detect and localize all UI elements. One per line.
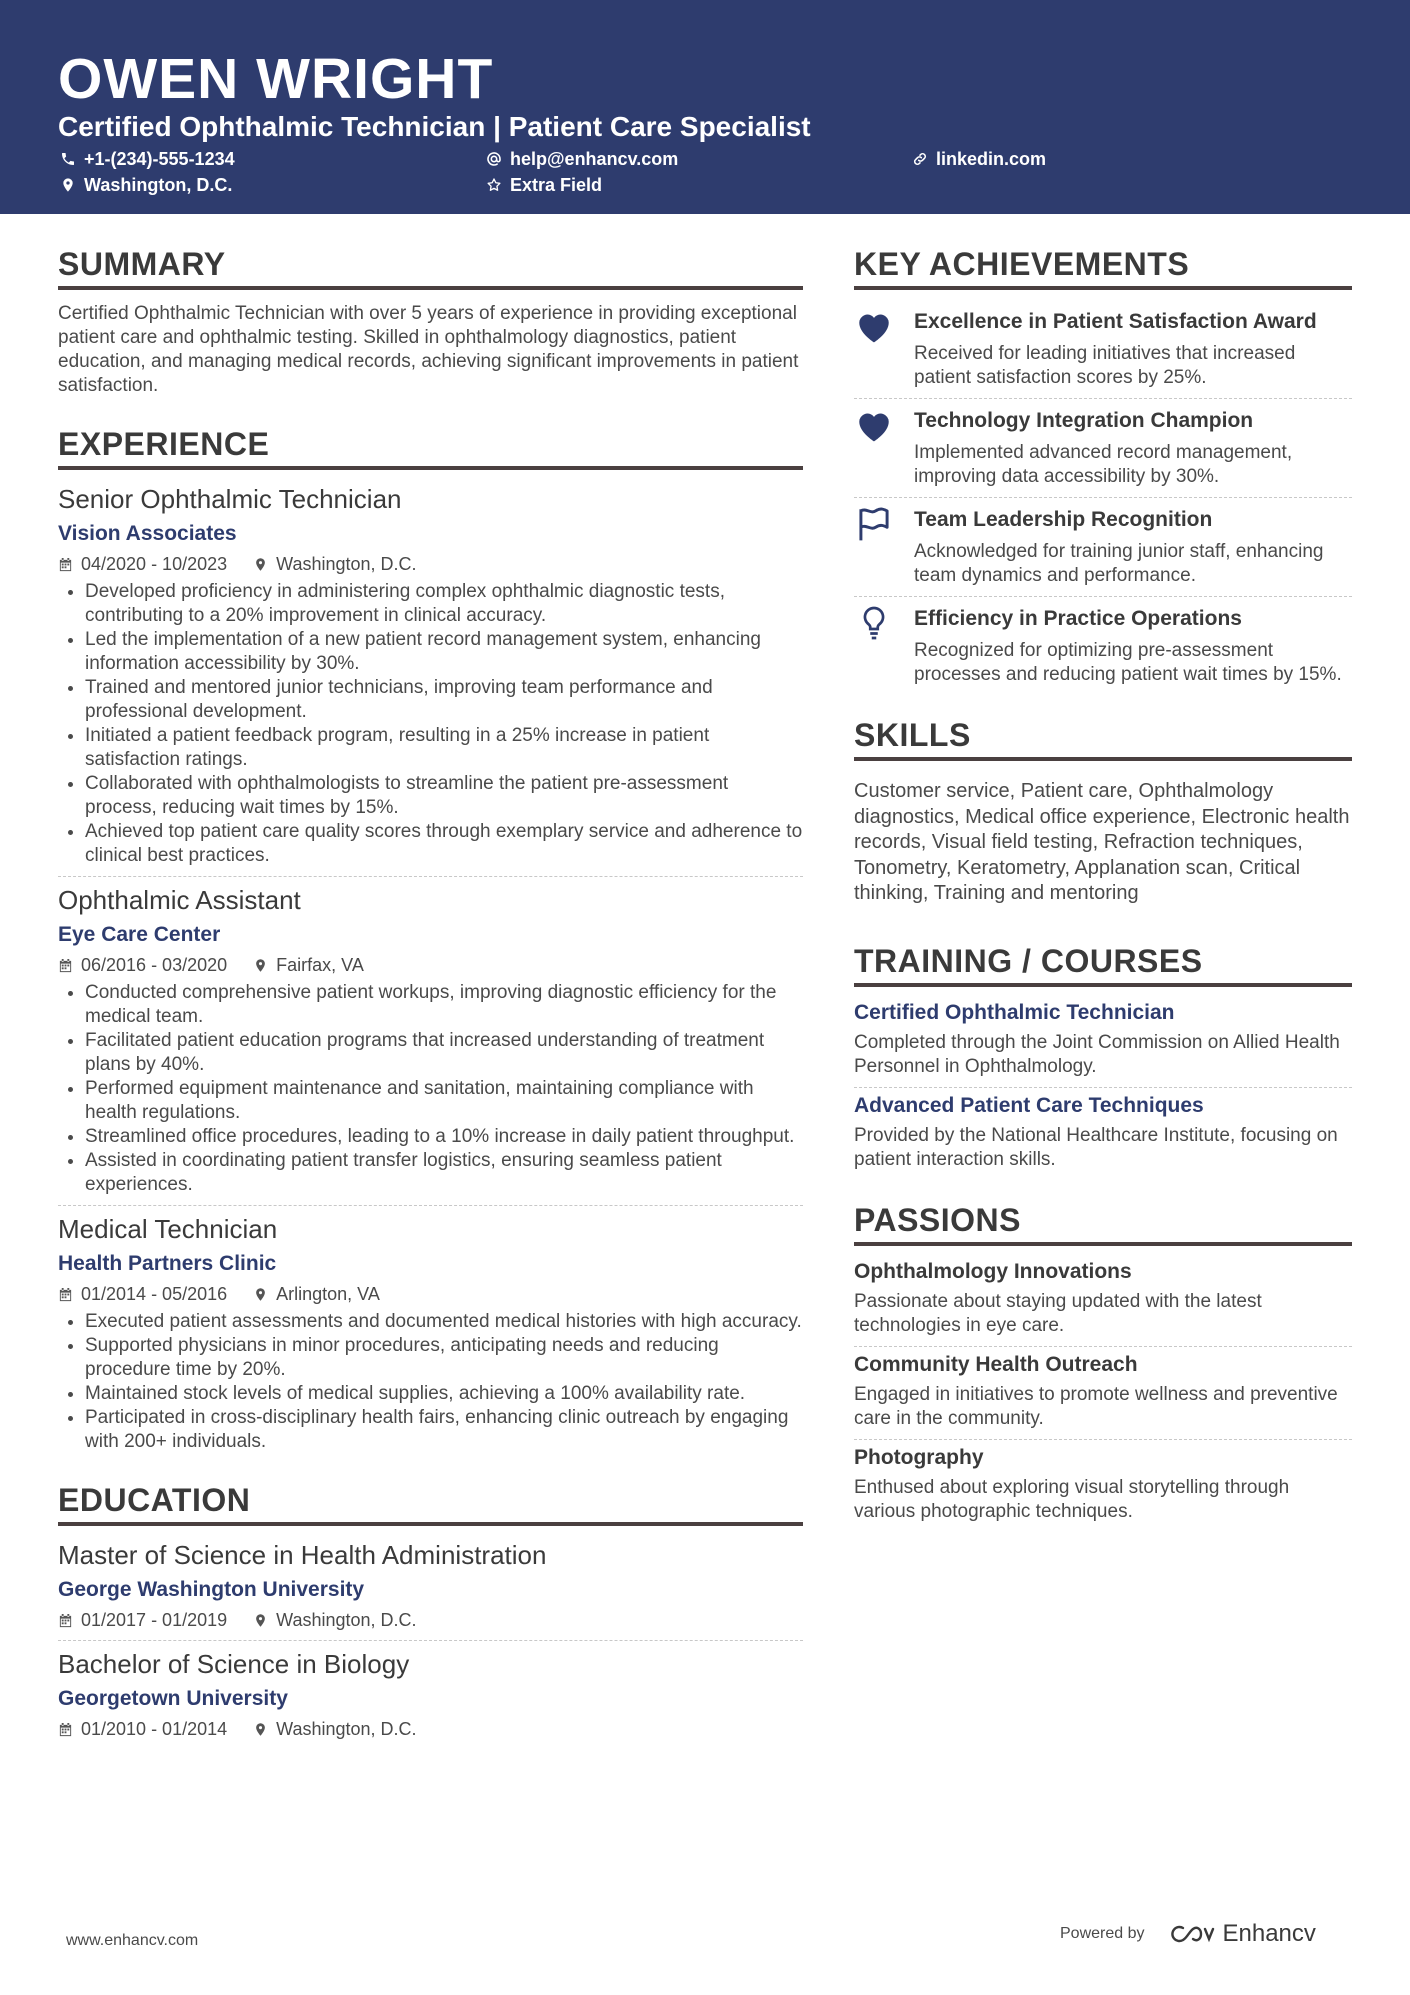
passion-title: Ophthalmology Innovations bbox=[854, 1259, 1132, 1283]
achievement-item bbox=[854, 302, 1352, 390]
bullet-item: • Participated in cross-disciplinary health fairs, enhancing clinic outreach by engaging with 200+ individuals. bbox=[85, 1406, 803, 1454]
divider bbox=[58, 1640, 803, 1641]
calendar-icon bbox=[58, 1722, 73, 1737]
edu-dates: 01/2010 - 01/2014 bbox=[81, 1719, 228, 1739]
left-column bbox=[58, 244, 803, 1741]
job-location: Washington, D.C. bbox=[276, 554, 417, 574]
star-icon bbox=[486, 177, 502, 193]
achievement-title: Efficiency in Practice Operations bbox=[914, 607, 1242, 630]
course-title: Advanced Patient Care Techniques bbox=[854, 1093, 1204, 1117]
edu-degree: Bachelor of Science in Biology bbox=[58, 1649, 410, 1679]
divider bbox=[58, 1205, 803, 1206]
achievement-desc: Acknowledged for training junior staff, enhancing team dynamics and performance. bbox=[914, 541, 1324, 586]
calendar-icon bbox=[58, 557, 73, 572]
achievement-item bbox=[854, 401, 1352, 489]
divider bbox=[854, 1439, 1352, 1440]
bullet-item: • Trained and mentored junior technicians, improving team performance and professional development. bbox=[85, 676, 803, 724]
job-dates: 04/2020 - 10/2023 bbox=[81, 554, 228, 574]
bullet-item: • Maintained stock levels of medical supplies, achieving a 100% availability rate. bbox=[85, 1382, 803, 1406]
divider bbox=[854, 1087, 1352, 1088]
edu-dates: 01/2017 - 01/2019 bbox=[81, 1610, 228, 1630]
location-pin-icon bbox=[60, 177, 76, 193]
job-role: Medical Technician bbox=[58, 1214, 278, 1244]
job-bullets bbox=[58, 1310, 803, 1454]
resume-header bbox=[0, 0, 1410, 214]
skills-heading: SKILLS bbox=[854, 715, 1352, 761]
job-bullets bbox=[58, 580, 803, 868]
passion-item bbox=[854, 1258, 1352, 1338]
experience-entry bbox=[58, 1212, 803, 1454]
achievement-desc: Recognized for optimizing pre-assessment processes and reducing patient wait times by 15%. bbox=[914, 640, 1342, 685]
contact-phone[interactable] bbox=[60, 148, 235, 170]
course-desc: Completed through the Joint Commission on Allied Health Personnel in Ophthalmology. bbox=[854, 1031, 1340, 1077]
job-location: Arlington, VA bbox=[276, 1284, 380, 1304]
passion-title: Community Health Outreach bbox=[854, 1352, 1138, 1376]
experience-heading: EXPERIENCE bbox=[58, 424, 803, 470]
job-company: Eye Care Center bbox=[58, 923, 221, 946]
location-text: Washington, D.C. bbox=[84, 175, 233, 195]
edu-meta bbox=[58, 1608, 803, 1632]
passions-heading: PASSIONS bbox=[854, 1200, 1352, 1246]
contact-location bbox=[60, 174, 232, 196]
candidate-title: Certified Ophthalmic Technician | Patient Care Specialist bbox=[58, 111, 811, 142]
bullet-item: • Streamlined office procedures, leading to a 10% increase in daily patient throughput. bbox=[85, 1125, 803, 1149]
powered-by-label: Powered by bbox=[1060, 1925, 1145, 1942]
location-pin-icon bbox=[253, 1613, 268, 1628]
passion-desc: Enthused about exploring visual storytelling through various photographic techniques. bbox=[854, 1476, 1290, 1522]
job-role: Ophthalmic Assistant bbox=[58, 885, 301, 915]
location-pin-icon bbox=[253, 557, 268, 572]
flag-icon bbox=[854, 506, 894, 542]
experience-entry bbox=[58, 482, 803, 868]
achievement-title: Excellence in Patient Satisfaction Award bbox=[914, 310, 1317, 333]
passion-item bbox=[854, 1444, 1352, 1524]
education-entry bbox=[58, 1647, 803, 1741]
heart-icon bbox=[854, 407, 894, 443]
passion-title: Photography bbox=[854, 1445, 984, 1469]
location-pin-icon bbox=[253, 1722, 268, 1737]
heart-icon bbox=[854, 308, 894, 344]
edu-school: George Washington University bbox=[58, 1578, 365, 1601]
job-bullets bbox=[58, 981, 803, 1197]
edu-meta bbox=[58, 1717, 803, 1741]
achievements-heading: KEY ACHIEVEMENTS bbox=[854, 244, 1352, 290]
edu-school: Georgetown University bbox=[58, 1687, 288, 1710]
achievement-desc: Received for leading initiatives that increased patient satisfaction scores by 25%. bbox=[914, 343, 1296, 388]
bullet-item: • Performed equipment maintenance and sanitation, maintaining compliance with health regulations. bbox=[85, 1077, 803, 1125]
enhancv-logo[interactable] bbox=[1169, 1920, 1316, 1948]
education-entry bbox=[58, 1538, 803, 1632]
phone-icon bbox=[60, 151, 76, 167]
skills-text: Customer service, Patient care, Ophthalmology diagnostics, Medical office experience, Electronic health records, Visual field testing, Refraction techniques, Tonometry, Keratometry, Applanation scan, Critical thinking, Training and mentoring bbox=[854, 780, 1350, 904]
contact-linkedin[interactable] bbox=[912, 148, 1046, 170]
divider bbox=[854, 398, 1352, 399]
passion-desc: Passionate about staying updated with the latest technologies in eye care. bbox=[854, 1290, 1262, 1336]
bullet-item: • Facilitated patient education programs that increased understanding of treatment plans by 40%. bbox=[85, 1029, 803, 1077]
bullet-item: • Initiated a patient feedback program, resulting in a 25% increase in patient satisfaction ratings. bbox=[85, 724, 803, 772]
job-location: Fairfax, VA bbox=[276, 955, 364, 975]
job-meta bbox=[58, 552, 803, 576]
footer-branding bbox=[1060, 1920, 1316, 1948]
passion-item bbox=[854, 1351, 1352, 1431]
experience-entry bbox=[58, 883, 803, 1197]
edu-location: Washington, D.C. bbox=[276, 1719, 417, 1739]
location-pin-icon bbox=[253, 958, 268, 973]
achievement-item bbox=[854, 500, 1352, 588]
course-desc: Provided by the National Healthcare Institute, focusing on patient interaction skills. bbox=[854, 1124, 1338, 1170]
email-text: help@enhancv.com bbox=[510, 149, 679, 169]
divider bbox=[58, 876, 803, 877]
achievement-title: Team Leadership Recognition bbox=[914, 508, 1213, 531]
job-company: Health Partners Clinic bbox=[58, 1252, 277, 1275]
link-icon bbox=[912, 151, 928, 167]
achievement-title: Technology Integration Champion bbox=[914, 409, 1254, 432]
brand-name: Enhancv bbox=[1222, 1920, 1316, 1947]
contact-extra bbox=[486, 174, 602, 196]
job-company: Vision Associates bbox=[58, 522, 237, 545]
passion-desc: Engaged in initiatives to promote wellness and preventive care in the community. bbox=[854, 1383, 1338, 1429]
education-heading: EDUCATION bbox=[58, 1480, 803, 1526]
course-item bbox=[854, 999, 1352, 1079]
job-meta bbox=[58, 1282, 803, 1306]
right-column bbox=[854, 244, 1352, 1524]
achievement-desc: Implemented advanced record management, improving data accessibility by 30%. bbox=[914, 442, 1293, 487]
extra-text: Extra Field bbox=[510, 175, 603, 195]
enhancv-logo-icon bbox=[1169, 1923, 1215, 1945]
bullet-item: • Executed patient assessments and documented medical histories with high accuracy. bbox=[85, 1310, 803, 1334]
edu-location: Washington, D.C. bbox=[276, 1610, 417, 1630]
footer-website[interactable]: www.enhancv.com bbox=[66, 1932, 199, 1949]
bullet-item: • Collaborated with ophthalmologists to streamline the patient pre-assessment process, reducing wait times by 15%. bbox=[85, 772, 803, 820]
bullet-item: • Conducted comprehensive patient workups, improving diagnostic efficiency for the medical team. bbox=[85, 981, 803, 1029]
lightbulb-icon bbox=[854, 605, 894, 641]
bullet-item: • Developed proficiency in administering complex ophthalmic diagnostic tests, contributing to a 20% improvement in clinical accuracy. bbox=[85, 580, 803, 628]
course-title: Certified Ophthalmic Technician bbox=[854, 1000, 1175, 1024]
at-icon bbox=[486, 151, 502, 167]
calendar-icon bbox=[58, 958, 73, 973]
job-meta bbox=[58, 953, 803, 977]
training-heading: TRAINING / COURSES bbox=[854, 941, 1352, 987]
calendar-icon bbox=[58, 1613, 73, 1628]
summary-heading: SUMMARY bbox=[58, 244, 803, 290]
calendar-icon bbox=[58, 1287, 73, 1302]
job-role: Senior Ophthalmic Technician bbox=[58, 484, 402, 514]
edu-degree: Master of Science in Health Administration bbox=[58, 1540, 547, 1570]
job-dates: 06/2016 - 03/2020 bbox=[81, 955, 228, 975]
linkedin-text: linkedin.com bbox=[936, 149, 1047, 169]
job-dates: 01/2014 - 05/2016 bbox=[81, 1284, 228, 1304]
achievement-item bbox=[854, 599, 1352, 687]
divider bbox=[854, 497, 1352, 498]
bullet-item: • Led the implementation of a new patient record management system, enhancing information accessibility by 30%. bbox=[85, 628, 803, 676]
location-pin-icon bbox=[253, 1287, 268, 1302]
summary-text: Certified Ophthalmic Technician with over 5 years of experience in providing exceptional patient care and ophthalmic testing. Skilled in ophthalmology diagnostics, patient education, and managing medical records, achieving significant improvements in patient satisfaction. bbox=[58, 303, 799, 396]
contact-email[interactable] bbox=[486, 148, 678, 170]
bullet-item: • Assisted in coordinating patient transfer logistics, ensuring seamless patient experiences. bbox=[85, 1149, 803, 1197]
divider bbox=[854, 596, 1352, 597]
bullet-item: • Supported physicians in minor procedures, anticipating needs and reducing procedure time by 20%. bbox=[85, 1334, 803, 1382]
candidate-name: OWEN WRIGHT bbox=[58, 47, 494, 111]
course-item bbox=[854, 1092, 1352, 1172]
bullet-item: • Achieved top patient care quality scores through exemplary service and adherence to clinical best practices. bbox=[85, 820, 803, 868]
divider bbox=[854, 1346, 1352, 1347]
phone-text: +1-(234)-555-1234 bbox=[84, 149, 235, 169]
